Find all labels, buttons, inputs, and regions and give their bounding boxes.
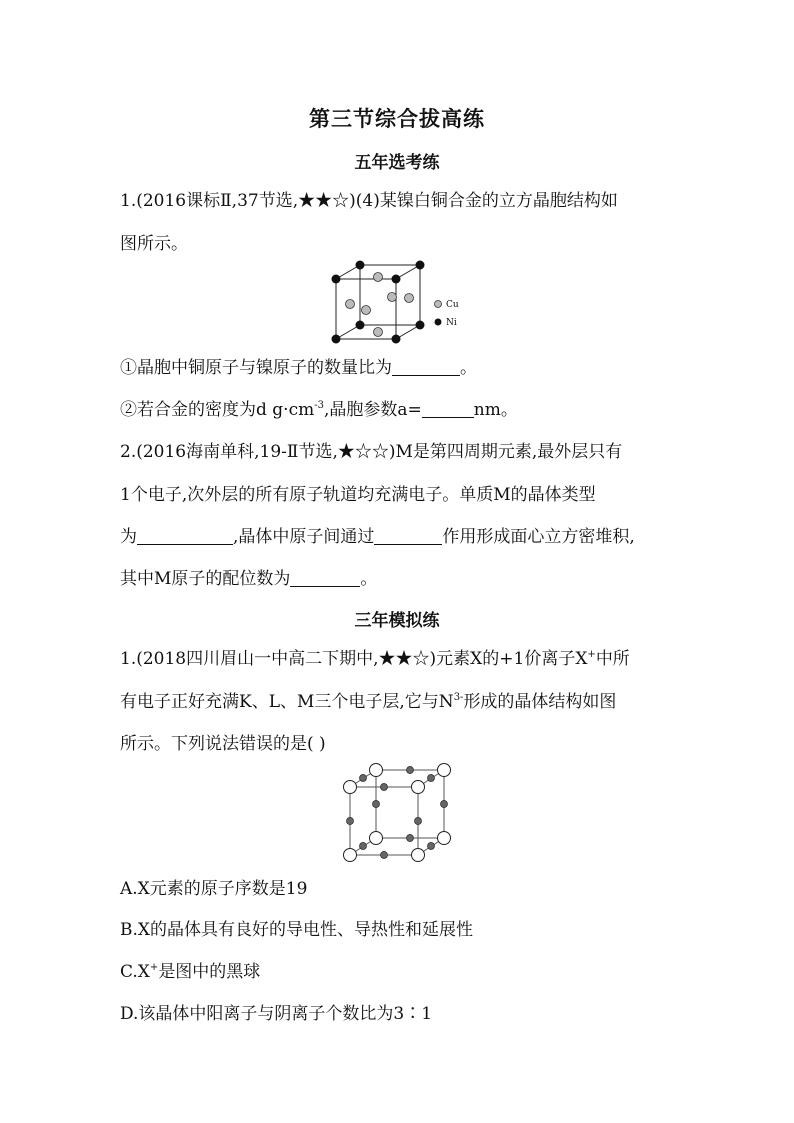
option-c[interactable] (120, 960, 690, 984)
question-2-line-1: 2.(2016海南单科,19-Ⅱ节选,★☆☆)M是第四周期元素,最外层只有 (120, 442, 623, 462)
legend-ni-label: Ni (446, 318, 457, 328)
answer-blank[interactable] (290, 569, 360, 587)
q3-line1-b: 中所 (595, 649, 630, 669)
crystal-structure-figure (338, 760, 458, 865)
question-2-line-4 (120, 567, 690, 591)
section-heading-five-year: 五年选考练 (354, 153, 440, 173)
sub-2-mid: ,晶胞参数a= (323, 400, 422, 420)
q2-line3-b: ,晶体中原子间通过 (233, 527, 375, 547)
q3-line2-b: 形成的晶体结构如图 (463, 692, 617, 712)
q2-line4-b: 。 (360, 569, 378, 589)
option-a[interactable]: A.X元素的原子序数是19 (120, 879, 308, 899)
legend-cu-label: Cu (446, 300, 459, 310)
option-c-b: 是图中的黑球 (158, 962, 261, 982)
q3-line1-a: 1.(2018四川眉山一中高二下期中,★★☆)元素X的+1价离子X (120, 649, 588, 669)
sub-2-pre: ②若合金的密度为d g·cm (120, 400, 315, 420)
section-heading-three-year: 三年模拟练 (354, 611, 440, 631)
question-1-line-2: 图所示。 (120, 234, 188, 254)
question-2-line-2: 1个电子,次外层的所有原子轨道均充满电子。单质M的晶体类型 (120, 485, 596, 505)
option-d[interactable]: D.该晶体中阳离子与阴离子个数比为3∶1 (120, 1004, 433, 1024)
q2-line3-a: 为 (120, 527, 137, 547)
question-2-line-3 (120, 525, 690, 549)
question-1-line-1: 1.(2016课标Ⅱ,37节选,★★☆)(4)某镍白铜合金的立方晶胞结构如 (120, 191, 618, 211)
sub-2-end: nm。 (473, 400, 518, 420)
q2-line4-a: 其中M原子的配位数为 (120, 569, 291, 589)
q3-line2-a: 有电子正好充满K、L、M三个电子层,它与N (120, 692, 454, 712)
answer-blank[interactable] (422, 400, 474, 418)
question-3-line-2 (120, 690, 690, 714)
q3-line1-sup: + (587, 649, 596, 660)
option-b[interactable]: B.X的晶体具有良好的导电性、导热性和延展性 (120, 920, 473, 940)
answer-blank[interactable] (374, 527, 442, 545)
page-title: 第三节综合拔高练 (309, 107, 485, 131)
q3-line2-sup: 3- (453, 692, 464, 703)
q2-line3-c: 作用形成面心立方密堆积, (442, 527, 635, 547)
sub-2-sup: -3 (314, 400, 324, 411)
cuni-unit-cell-figure (328, 257, 468, 347)
option-c-a: C.X (120, 962, 150, 982)
answer-blank[interactable] (137, 527, 233, 545)
option-c-sup: + (149, 962, 159, 973)
question-1-sub-2 (120, 398, 690, 422)
sub-1-text: ①晶胞中铜原子与镍原子的数量比为 (120, 358, 392, 378)
question-3-line-1 (120, 647, 690, 671)
sub-1-end: 。 (460, 358, 477, 378)
answer-blank[interactable] (392, 358, 460, 376)
question-3-line-3: 所示。下列说法错误的是( ) (120, 734, 326, 754)
question-1-sub-1 (120, 356, 690, 380)
